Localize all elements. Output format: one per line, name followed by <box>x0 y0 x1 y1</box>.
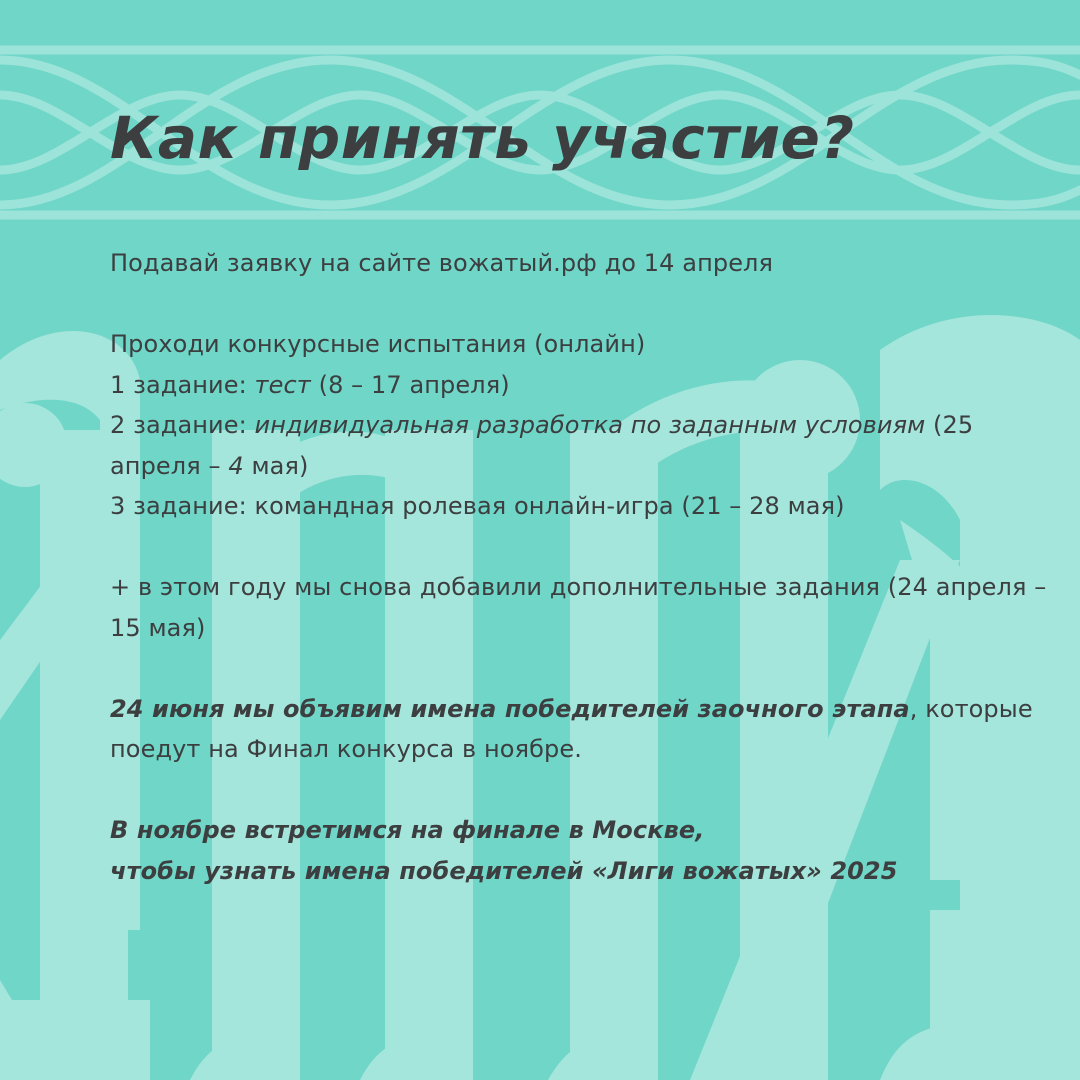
final-line1: В ноябре встретимся на финале в Москве, <box>110 816 705 844</box>
page-title: Как принять участие? <box>110 104 855 172</box>
extra-paragraph <box>110 567 1050 648</box>
task1-prefix: 1 задание: <box>110 370 255 399</box>
spacer <box>110 527 1050 568</box>
task2-mid: (25 апреля – <box>110 411 974 480</box>
task1-suffix: (8 – 17 апреля) <box>310 370 510 399</box>
extra-text: + в этом году мы снова добавили дополнительные задания (24 апреля – 15 мая) <box>110 573 1047 642</box>
spacer <box>110 648 1050 689</box>
stages-intro: Проходи конкурсные испытания (онлайн) <box>110 330 646 358</box>
task2-prefix: 2 задание: <box>110 411 255 439</box>
spacer <box>110 284 1050 325</box>
apply-text: Подавай заявку на сайте вожатый.рф до 14 апреля <box>110 249 774 277</box>
task2-italic: индивидуальная разработка по заданным условиям <box>254 411 926 439</box>
spacer <box>110 770 1050 811</box>
final-line2: чтобы узнать имена победителей «Лиги вожатых» 2025 <box>110 856 898 885</box>
task1-italic: тест <box>254 370 311 399</box>
apply-paragraph <box>110 243 1050 284</box>
results-bold-italic: 24 июня мы объявим имена победителей заочного этапа <box>110 694 910 723</box>
final-paragraph <box>110 810 1050 891</box>
results-paragraph <box>110 689 1050 770</box>
content <box>110 100 1050 891</box>
results-rest: , которые поедут на Финал конкурса в ноябре. <box>110 694 1033 763</box>
stages-paragraph <box>110 324 1050 527</box>
task2-suffix: мая) <box>243 451 309 480</box>
task2-date-italic: 4 <box>228 451 244 480</box>
task3-text: 3 задание: командная ролевая онлайн-игра (21 – 28 мая) <box>110 492 845 520</box>
